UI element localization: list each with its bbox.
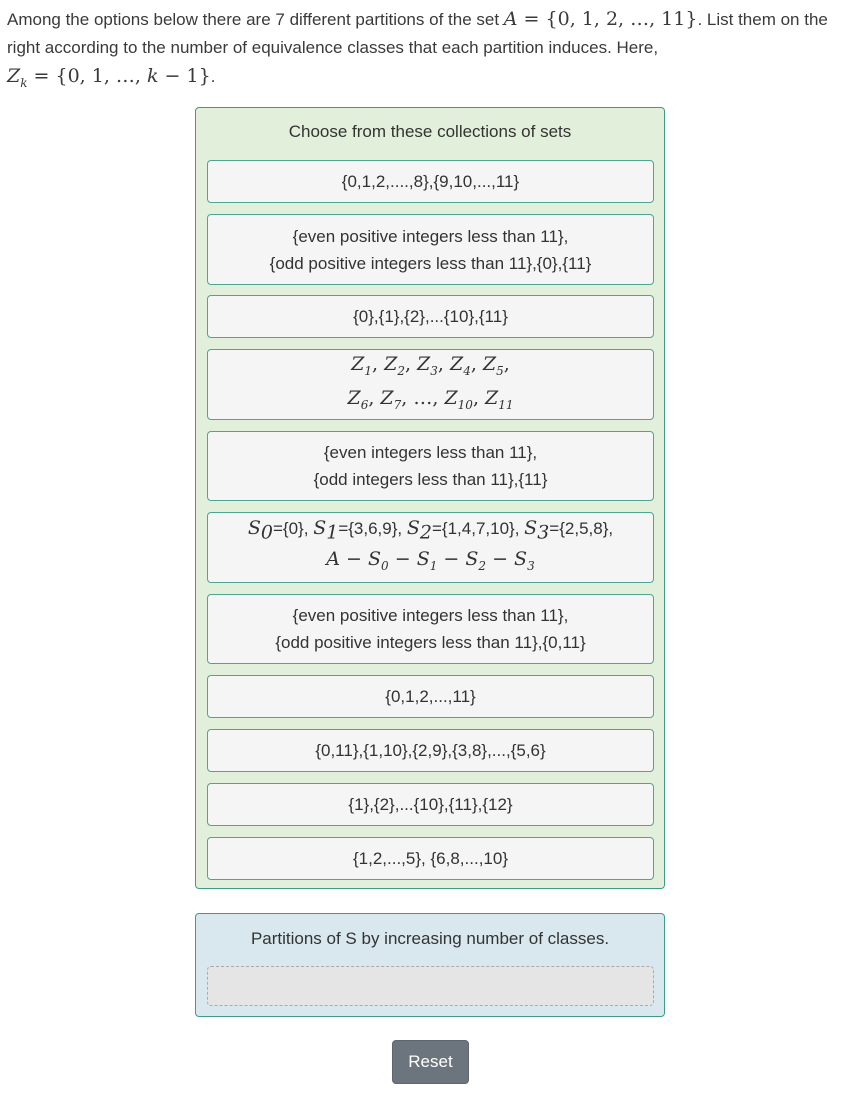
target-panel <box>195 913 665 1017</box>
z-sets-line-1: $Z_1$, $Z_2$, $Z_3$, $Z_4$, $Z_5$, <box>351 352 510 378</box>
z-sets-line-2: $Z_6$, $Z_7$, …, $Z_{10}$, $Z_{11}$ <box>347 386 514 412</box>
card-text: {0,1,2,...,11} <box>385 687 476 706</box>
option-card-2[interactable] <box>207 214 654 285</box>
problem-prompt: Among the options below there are 7 different partitions of the set A = {0, 1, 2, …, 11}. List them on the right according to the number of equivalence classes that each partition induces. Here, $Z_k = \{0$, 1, …, k − 1}. <box>7 8 828 90</box>
prompt-text-1: Among the options below there are 7 different partitions of the set <box>7 10 504 29</box>
s-sets-line-2: $A - S_0 - S_1 - S_2 - S_3$ <box>326 548 535 574</box>
option-card-9[interactable] <box>207 729 654 772</box>
card-text: {even positive integers less than 11}, <box>292 606 569 625</box>
option-card-11[interactable] <box>207 837 654 880</box>
reset-button[interactable]: Reset <box>392 1040 469 1084</box>
drop-zone[interactable] <box>207 966 654 1006</box>
card-text: {1,2,...,5}, {6,8,...,10} <box>352 849 509 868</box>
set-a-formula: A = {0, 1, 2, …, 11} <box>503 8 698 30</box>
card-text: {odd positive integers less than 11},{0},{11} <box>269 253 592 273</box>
card-text: {even integers less than 11}, <box>323 443 538 462</box>
prompt-text-2: . List them on the right according to the number of equivalence classes that each partition induces. Here, <box>7 10 828 57</box>
option-card-1[interactable] <box>207 160 654 203</box>
card-text: {odd positive integers less than 11},{0,11} <box>275 633 586 652</box>
s-sets-line-1: $S_0=\{0\}$, $S_1=\{3,6,9\}$, $S_2=\{1,4,7,10\}$, $S_3=\{2,5,8\}$, <box>247 516 614 544</box>
option-card-7[interactable] <box>207 594 654 664</box>
option-card-6[interactable] <box>207 512 654 583</box>
zk-definition: $Z_k = \{0$, 1, …, k − 1} <box>7 65 211 90</box>
option-card-5[interactable] <box>207 431 654 501</box>
card-text: {0,11},{1,10},{2,9},{3,8},...,{5,6} <box>315 741 546 760</box>
option-card-4[interactable] <box>207 349 654 420</box>
target-panel-title: Partitions of S by increasing number of classes. <box>250 929 610 948</box>
source-collection-panel <box>195 107 665 889</box>
option-card-8[interactable] <box>207 675 654 718</box>
card-text: {even positive integers less than 11}, <box>292 226 569 246</box>
option-card-10[interactable] <box>207 783 654 826</box>
option-card-3[interactable] <box>207 295 654 338</box>
card-text: {0},{1},{2},...{10},{11} <box>353 307 508 326</box>
card-text: {1},{2},...{10},{11},{12} <box>348 795 513 814</box>
source-panel-title: Choose from these collections of sets <box>288 122 572 141</box>
card-text: {0,1,2,....,8},{9,10,...,11} <box>341 172 520 191</box>
card-text: {odd integers less than 11},{11} <box>313 470 548 489</box>
